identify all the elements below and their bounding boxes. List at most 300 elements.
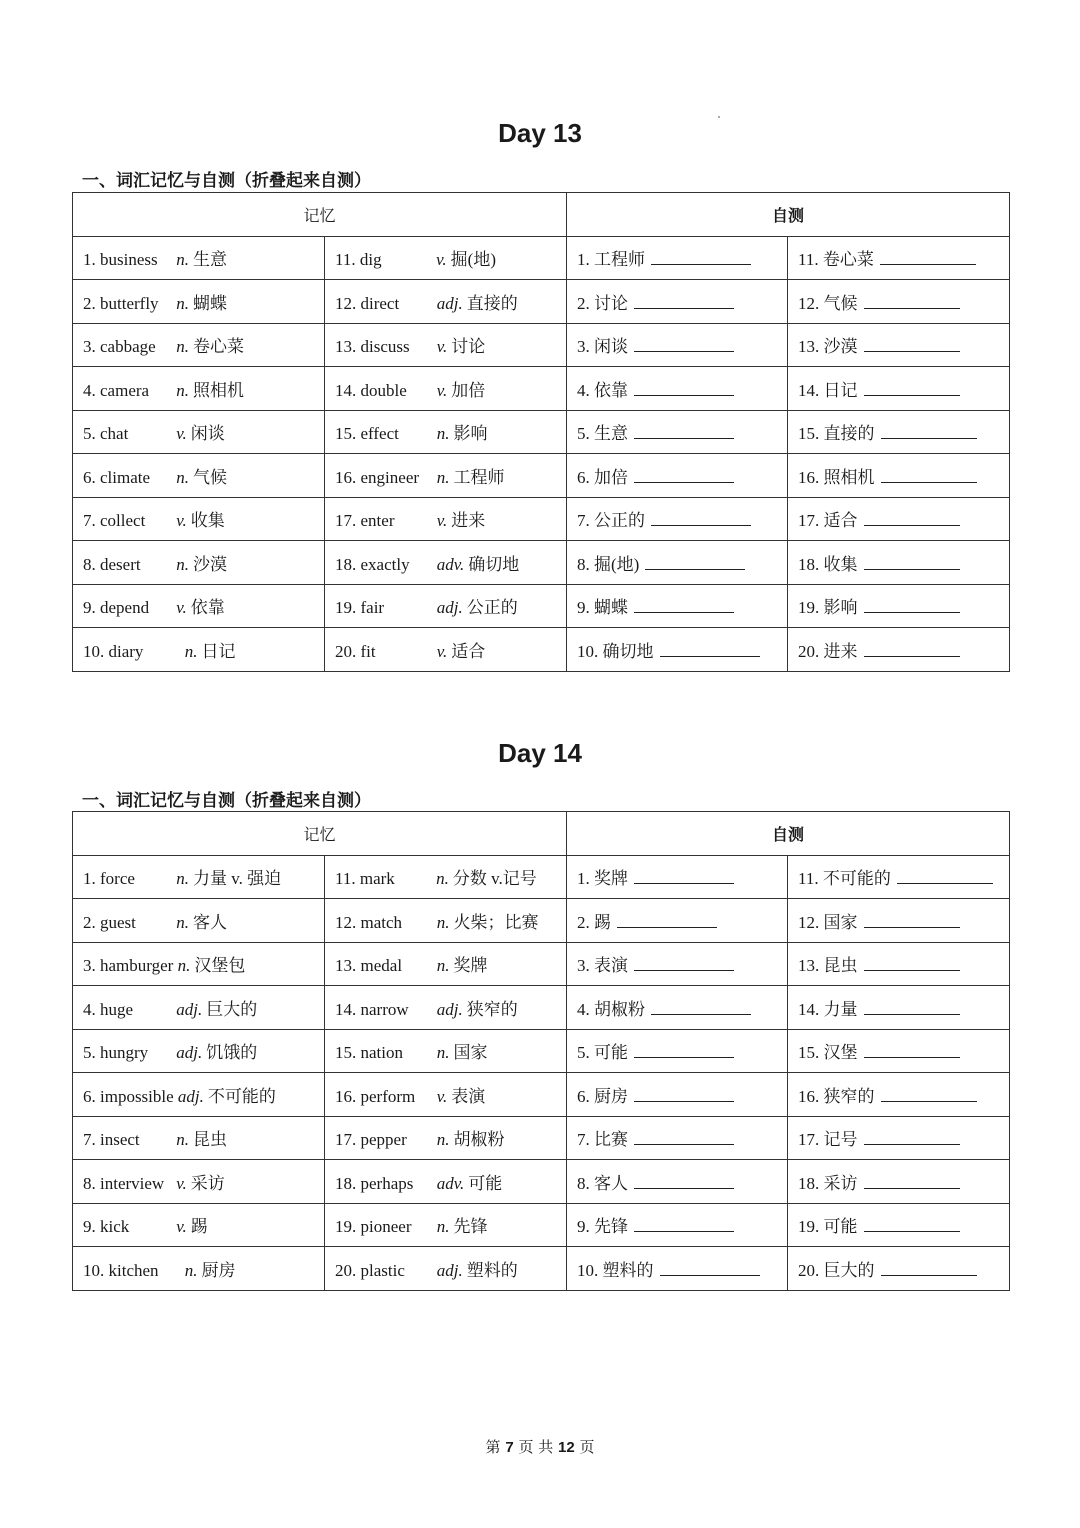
chinese-meaning: 客人 [193,912,227,932]
part-of-speech: v. [176,1217,187,1237]
answer-blank[interactable] [634,598,734,613]
table-row [73,236,1010,280]
chinese-meaning: 收集 [190,511,225,531]
prompt-text: 14. 力量 [798,999,858,1019]
answer-blank[interactable] [634,294,734,309]
self-test-cell [567,855,788,899]
chinese-meaning: 分数 v.记号 [452,869,537,889]
prompt-text: 20. 进来 [798,641,858,661]
memory-cell [73,942,325,986]
prompt-text: 11. 卷心菜 [798,250,874,270]
answer-blank[interactable] [660,1261,760,1276]
self-test-cell [788,1116,1010,1160]
chinese-meaning: 进来 [451,511,486,531]
part-of-speech: v. [176,598,187,618]
prompt-text: 1. 奖牌 [577,869,629,889]
part-of-speech: v. [176,1173,187,1193]
english-word: hamburger [100,956,174,976]
page-footer [0,1436,1080,1457]
footer-post: 页 [579,1438,595,1456]
chinese-meaning: 卷心菜 [193,337,244,357]
prompt-text: 8. 客人 [577,1173,629,1193]
chinese-meaning: 气候 [193,467,227,487]
prompt-text: 2. 讨论 [577,293,629,313]
answer-blank[interactable] [651,511,751,526]
table-row [73,1247,1010,1291]
part-of-speech: n. [436,1130,450,1150]
prompt-text: 2. 踢 [577,912,612,932]
entry-number: 3. [83,337,96,357]
part-of-speech: v. [436,250,447,270]
self-test-cell [567,497,788,541]
self-test-cell [788,367,1010,411]
self-test-cell [788,541,1010,585]
memory-cell [325,855,567,899]
entry-number: 10. [83,1260,105,1280]
memory-cell [325,986,567,1030]
prompt-text: 4. 依靠 [577,380,629,400]
english-word: perhaps [360,1173,414,1193]
prompt-text: 13. 昆虫 [798,956,858,976]
chinese-meaning: 力量 v. 强迫 [193,869,282,889]
english-word: business [100,250,158,270]
table-row [73,628,1010,672]
answer-blank[interactable] [880,250,976,265]
prompt-text: 15. 汉堡 [798,1043,858,1063]
part-of-speech: n. [436,424,450,444]
chinese-meaning: 狭窄的 [466,999,518,1019]
prompt-text: 17. 记号 [798,1130,858,1150]
part-of-speech: n. [176,380,189,400]
section-heading: 一、词汇记忆与自测（折叠起来自测） [82,791,371,811]
entry-number: 3. [83,956,96,976]
memory-cell [325,584,567,628]
self-test-cell [788,454,1010,498]
entry-number: 10. [83,641,105,661]
memory-cell [325,1247,567,1291]
english-word: pepper [360,1130,407,1150]
english-word: collect [100,511,146,531]
answer-blank[interactable] [634,869,734,884]
prompt-text: 18. 收集 [798,554,858,574]
self-test-cell [788,1073,1010,1117]
entry-number: 8. [83,554,96,574]
chinese-meaning: 塑料的 [466,1260,518,1280]
prompt-text: 18. 采访 [798,1173,858,1193]
english-word: plastic [360,1260,405,1280]
memory-cell [325,1116,567,1160]
entry-number: 9. [83,1217,96,1237]
entry-number: 13. [335,337,357,357]
entry-number: 19. [335,1217,357,1237]
prompt-text: 10. 塑料的 [577,1260,654,1280]
memory-cell [325,1029,567,1073]
part-of-speech: n. [436,956,450,976]
self-test-cell [788,236,1010,280]
self-test-cell [567,1116,788,1160]
self-test-cell [567,1160,788,1204]
chinese-meaning: 公正的 [466,598,518,618]
chinese-meaning: 蝴蝶 [193,293,227,313]
prompt-text: 11. 不可能的 [798,869,891,889]
answer-blank[interactable] [634,424,734,439]
self-test-cell [567,584,788,628]
answer-blank[interactable] [634,381,734,396]
answer-blank[interactable] [634,1217,734,1232]
english-word: hungry [100,1043,149,1063]
entry-number: 14. [335,380,357,400]
memory-cell [325,497,567,541]
table-row [73,280,1010,324]
prompt-text: 3. 表演 [577,956,629,976]
memory-cell [325,899,567,943]
answer-blank[interactable] [864,555,960,570]
entry-number: 7. [83,511,96,531]
chinese-meaning: 国家 [453,1043,488,1063]
entry-number: 20. [335,1260,357,1280]
self-test-cell [788,497,1010,541]
self-test-cell [567,1029,788,1073]
english-word: camera [100,380,150,400]
chinese-meaning: 踢 [190,1217,208,1237]
entry-number: 19. [335,598,357,618]
self-test-cell [567,1247,788,1291]
memory-cell [325,280,567,324]
day-title: Day 13 [498,118,582,148]
english-word: narrow [360,999,409,1019]
answer-blank[interactable] [864,1000,960,1015]
part-of-speech: n. [176,293,189,313]
answer-blank[interactable] [864,294,960,309]
part-of-speech: n. [176,1130,189,1150]
answer-blank[interactable] [881,468,977,483]
english-word: discuss [360,337,410,357]
chinese-meaning: 确切地 [468,554,520,574]
chinese-meaning: 汉堡包 [194,956,246,976]
answer-blank[interactable] [634,1174,734,1189]
memory-cell [73,410,325,454]
self-test-cell [788,584,1010,628]
chinese-meaning: 掘(地) [450,250,496,270]
table-row [73,855,1010,899]
memory-cell [325,367,567,411]
answer-blank[interactable] [634,1043,734,1058]
part-of-speech: v. [176,424,187,444]
table-row [73,1116,1010,1160]
english-word: climate [100,467,151,487]
memory-cell [73,1116,325,1160]
answer-blank[interactable] [881,1261,977,1276]
self-test-header: 自测 [567,193,1010,237]
entry-number: 17. [335,1130,357,1150]
table-row [73,584,1010,628]
self-test-cell [788,1203,1010,1247]
chinese-meaning: 影响 [453,424,488,444]
table-row [73,986,1010,1030]
memory-cell [73,899,325,943]
vocab-table-day-13 [72,192,1010,672]
self-test-cell [788,942,1010,986]
prompt-text: 15. 直接的 [798,424,875,444]
entry-number: 18. [335,554,357,574]
part-of-speech: adj. [177,1086,204,1106]
answer-blank[interactable] [634,468,734,483]
part-of-speech: v. [436,511,448,531]
english-word: kick [100,1217,130,1237]
part-of-speech: adj. [436,1260,463,1280]
answer-blank[interactable] [645,555,745,570]
part-of-speech: adv. [436,1173,465,1193]
english-word: dig [359,250,382,270]
prompt-text: 6. 加倍 [577,467,629,487]
answer-blank[interactable] [864,598,960,613]
english-word: interview [100,1173,165,1193]
answer-blank[interactable] [897,869,993,884]
prompt-text: 17. 适合 [798,511,858,531]
table-row [73,410,1010,454]
chinese-meaning: 火柴；比赛 [453,912,539,932]
entry-number: 8. [83,1173,96,1193]
answer-blank[interactable] [651,250,751,265]
self-test-cell [567,628,788,672]
english-word: engineer [360,467,420,487]
entry-number: 1. [83,869,96,889]
prompt-text: 4. 胡椒粉 [577,999,646,1019]
chinese-meaning: 昆虫 [193,1130,227,1150]
self-test-cell [567,986,788,1030]
memory-cell [73,497,325,541]
self-test-cell [788,986,1010,1030]
english-word: guest [100,912,136,932]
memory-cell [73,280,325,324]
prompt-text: 6. 厨房 [577,1086,629,1106]
self-test-cell [567,899,788,943]
chinese-meaning: 生意 [193,250,227,270]
part-of-speech: n. [436,467,450,487]
part-of-speech: n. [177,956,191,976]
chinese-meaning: 照相机 [193,380,244,400]
part-of-speech: n. [436,912,450,932]
memory-cell [73,986,325,1030]
self-test-cell [788,323,1010,367]
prompt-text: 16. 照相机 [798,467,875,487]
chinese-meaning: 可能 [468,1173,503,1193]
part-of-speech: v. [436,337,448,357]
part-of-speech: v. [436,1086,448,1106]
memory-cell [73,1029,325,1073]
entry-number: 1. [83,250,96,270]
section-heading: 一、词汇记忆与自测（折叠起来自测） [82,171,371,191]
entry-number: 2. [83,912,96,932]
memory-cell [73,1073,325,1117]
table-row [73,497,1010,541]
answer-blank[interactable] [660,642,760,657]
part-of-speech: n. [436,1217,450,1237]
memory-cell [325,1160,567,1204]
prompt-text: 12. 国家 [798,912,858,932]
memory-cell [73,855,325,899]
memory-cell [73,1203,325,1247]
self-test-cell [567,1203,788,1247]
chinese-meaning: 巨大的 [206,999,258,1019]
self-test-cell [788,410,1010,454]
prompt-text: 1. 工程师 [577,250,646,270]
answer-blank[interactable] [881,1087,977,1102]
prompt-text: 5. 生意 [577,424,629,444]
entry-number: 5. [83,424,96,444]
memory-cell [73,367,325,411]
table-row [73,1160,1010,1204]
chinese-meaning: 适合 [451,641,486,661]
answer-blank[interactable] [634,1087,734,1102]
answer-blank[interactable] [864,1130,960,1145]
prompt-text: 9. 蝴蝶 [577,598,629,618]
answer-blank[interactable] [864,1217,960,1232]
chinese-meaning: 不可能的 [207,1086,276,1106]
chinese-meaning: 沙漠 [193,554,227,574]
answer-blank[interactable] [651,1000,751,1015]
table-row [73,1203,1010,1247]
self-test-cell [788,628,1010,672]
day-title: Day 14 [498,738,582,768]
english-word: enter [360,511,395,531]
prompt-text: 16. 狭窄的 [798,1086,875,1106]
entry-number: 16. [335,467,357,487]
english-word: chat [100,424,129,444]
footer-total-pages: 12 [558,1439,575,1456]
memory-header: 记忆 [73,812,567,856]
answer-blank[interactable] [864,337,960,352]
part-of-speech: adj. [176,1043,203,1063]
english-word: direct [360,293,400,313]
english-word: force [100,869,135,889]
chinese-meaning: 采访 [190,1173,225,1193]
memory-cell [325,454,567,498]
prompt-text: 8. 掘(地) [577,554,640,574]
english-word: fit [360,641,376,661]
self-test-cell [788,1029,1010,1073]
answer-blank[interactable] [634,956,734,971]
memory-cell [73,1160,325,1204]
entry-number: 6. [83,1086,96,1106]
self-test-header: 自测 [567,812,1010,856]
memory-cell [73,236,325,280]
answer-blank[interactable] [634,1130,734,1145]
entry-number: 16. [335,1086,357,1106]
entry-number: 4. [83,380,96,400]
table-row [73,323,1010,367]
memory-cell [325,1203,567,1247]
answer-blank[interactable] [881,424,977,439]
self-test-cell [567,410,788,454]
english-word: cabbage [100,337,156,357]
part-of-speech: adv. [436,554,465,574]
entry-number: 2. [83,293,96,313]
prompt-text: 7. 比赛 [577,1130,629,1150]
answer-blank[interactable] [617,913,717,928]
footer-page-number: 7 [505,1439,514,1456]
english-word: fair [360,598,385,618]
self-test-cell [788,1160,1010,1204]
part-of-speech: n. [176,554,189,574]
answer-blank[interactable] [864,381,960,396]
answer-blank[interactable] [864,956,960,971]
memory-cell [325,1073,567,1117]
answer-blank[interactable] [864,511,960,526]
self-test-cell [567,236,788,280]
table-row [73,1073,1010,1117]
chinese-meaning: 奖牌 [453,956,488,976]
answer-blank[interactable] [864,1043,960,1058]
answer-blank[interactable] [864,913,960,928]
entry-number: 6. [83,467,96,487]
prompt-text: 5. 可能 [577,1043,629,1063]
memory-cell [73,454,325,498]
entry-number: 9. [83,598,96,618]
prompt-text: 13. 沙漠 [798,337,858,357]
part-of-speech: adj. [436,598,463,618]
answer-blank[interactable] [864,642,960,657]
table-row [73,899,1010,943]
table-row [73,942,1010,986]
entry-number: 7. [83,1130,96,1150]
entry-number: 5. [83,1043,96,1063]
memory-cell [73,541,325,585]
memory-cell [73,584,325,628]
answer-blank[interactable] [634,337,734,352]
chinese-meaning: 胡椒粉 [453,1130,505,1150]
self-test-cell [788,280,1010,324]
english-word: match [360,912,403,932]
part-of-speech: n. [176,337,189,357]
chinese-meaning: 加倍 [451,380,486,400]
english-word: double [360,380,407,400]
prompt-text: 20. 巨大的 [798,1260,875,1280]
english-word: kitchen [108,1260,159,1280]
part-of-speech: v. [436,641,448,661]
english-word: impossible [100,1086,174,1106]
self-test-cell [788,855,1010,899]
english-word: effect [360,424,399,444]
english-word: insect [100,1130,140,1150]
memory-cell [325,942,567,986]
english-word: huge [100,999,134,1019]
answer-blank[interactable] [864,1174,960,1189]
prompt-text: 10. 确切地 [577,641,654,661]
entry-number: 12. [335,293,357,313]
part-of-speech: n. [184,1260,198,1280]
part-of-speech: n. [176,912,189,932]
entry-number: 18. [335,1173,357,1193]
self-test-cell [567,1073,788,1117]
entry-number: 14. [335,999,357,1019]
self-test-cell [567,280,788,324]
part-of-speech: n. [184,641,198,661]
part-of-speech: v. [176,511,187,531]
part-of-speech: v. [436,380,448,400]
part-of-speech: adj. [436,999,463,1019]
prompt-text: 19. 影响 [798,598,858,618]
english-word: pioneer [360,1217,412,1237]
chinese-meaning: 厨房 [201,1260,236,1280]
prompt-text: 7. 公正的 [577,511,646,531]
memory-cell [325,628,567,672]
entry-number: 20. [335,641,357,661]
memory-cell [73,628,325,672]
prompt-text: 14. 日记 [798,380,858,400]
entry-number: 15. [335,424,357,444]
self-test-cell [788,899,1010,943]
